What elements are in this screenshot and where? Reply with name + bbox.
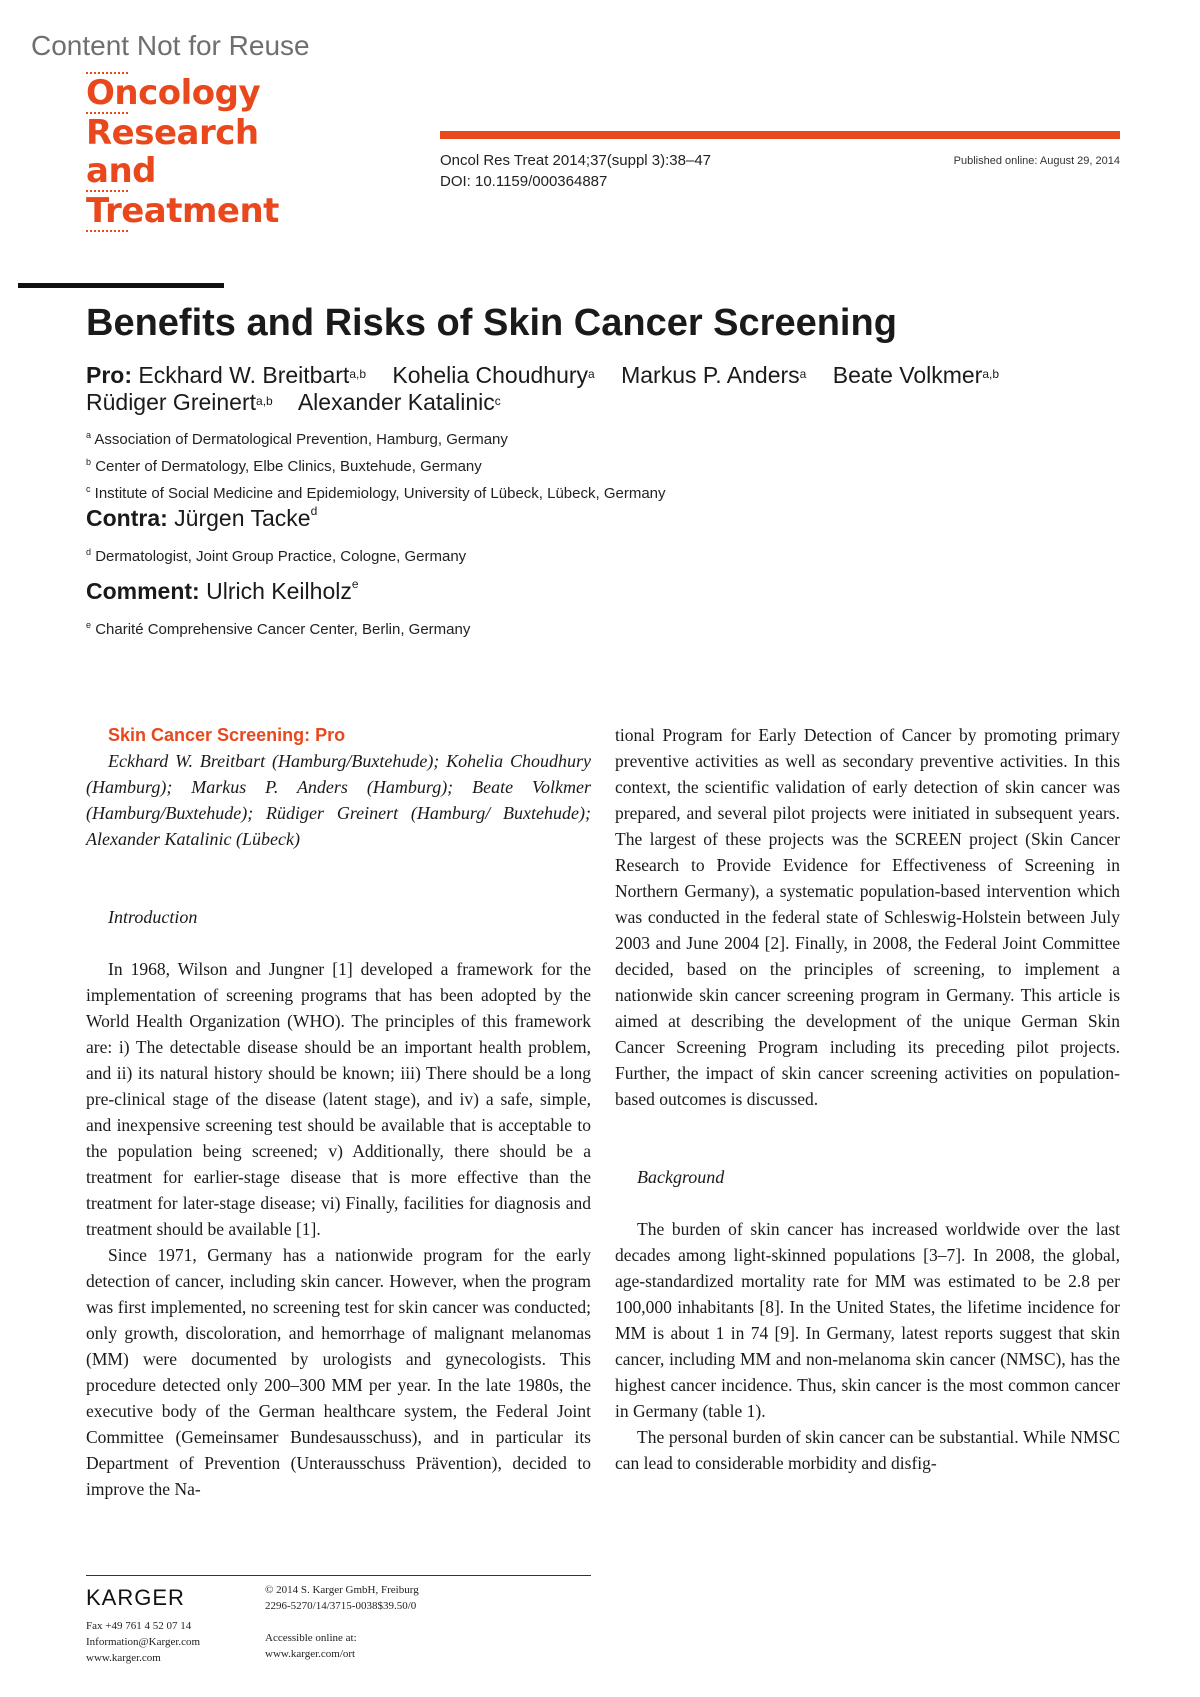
paragraph: The personal burden of skin cancer can be substantial. While NMSC can lead to considerable morbidity and disfig- xyxy=(615,1427,1120,1473)
footer-rule xyxy=(86,1575,591,1576)
comment-affiliation: $^e$ Charité Comprehensive Cancer Center, Berlin, Germany xyxy=(86,620,471,638)
journal-url-link[interactable]: www.karger.com/ort xyxy=(265,1648,356,1660)
title-rule xyxy=(18,283,224,288)
watermark: Content Not for Reuse xyxy=(31,30,310,61)
accessible-label: Accessible online at: xyxy=(265,1632,357,1644)
copyright: © 2014 S. Karger GmbH, Freiburg xyxy=(265,1584,419,1596)
fax: Fax +49 761 4 52 07 14 xyxy=(86,1620,192,1632)
affiliation: $^c$ Institute of Social Medicine and Epidemiology, University of Lübeck, Lübeck, Germany xyxy=(86,484,666,502)
contra-affiliation: $^d$ Dermatologist, Joint Group Practice, Cologne, Germany xyxy=(86,547,467,565)
introduction-heading: Introduction xyxy=(108,907,198,927)
pro-affiliations xyxy=(86,424,666,505)
background-heading: Background xyxy=(637,1167,725,1187)
author-name: Alexander Katalinic$^c$ xyxy=(297,389,501,415)
journal-citation-block xyxy=(440,150,711,192)
author-name: Eckhard W. Breitbart$^{a,b}$ xyxy=(138,362,366,388)
publisher-logo: KARGER xyxy=(86,1585,185,1610)
author-name: Markus P. Anders$^a$ xyxy=(621,362,807,388)
comment-author: Comment: Ulrich Keilholz$^e$ xyxy=(86,577,359,604)
paragraph: The burden of skin cancer has increased worldwide over the last decades among light-skinned populations [3–7]. In 2008, the global, age-standardized mortality rate for MM was estimated to be 2.8 per 100,000 inhabitants [8]. In the United States, the lifetime incidence for MM is about 1 in 74 [9]. In Germany, latest reports suggest that skin cancer, including MM and non-melanoma skin cancer (NMSC), has the highest cancer incidence. Thus, skin cancer is the most common cancer in Germany (table 1). xyxy=(615,1219,1120,1421)
author-name: Kohelia Choudhury$^a$ xyxy=(392,362,595,388)
article-title: Benefits and Risks of Skin Cancer Screening xyxy=(86,302,897,344)
online-access xyxy=(265,1630,357,1662)
pro-authors xyxy=(86,362,1126,416)
left-column xyxy=(86,722,591,1502)
section-byline: Eckhard W. Breitbart (Hamburg/Buxtehude); Kohelia Choudhury (Hamburg); Markus P. Anders (Hamburg); Beate Volkmer (Hamburg/Buxtehude); Rüdiger Greinert (Hamburg/ Buxtehude); Alexander Katalinic (Lübeck) xyxy=(86,751,591,849)
pro-label: Pro: xyxy=(86,362,132,388)
journal-logo xyxy=(86,72,326,232)
author-name: Rüdiger Greinert$^{a,b}$ xyxy=(86,389,273,415)
author-name: Beate Volkmer$^{a,b}$ xyxy=(832,362,1000,388)
logo-line-3: Treatment xyxy=(86,191,279,231)
right-column xyxy=(615,722,1120,1476)
affiliation: $^b$ Center of Dermatology, Elbe Clinics, Buxtehude, Germany xyxy=(86,457,482,475)
journal-doi[interactable]: DOI: 10.1159/000364887 xyxy=(440,173,608,190)
copyright-block xyxy=(265,1582,419,1614)
published-date: Published online: August 29, 2014 xyxy=(953,155,1120,167)
contra-author: Contra: Jürgen Tacke$^d$ xyxy=(86,504,318,531)
email-link[interactable]: Information@Karger.com xyxy=(86,1636,201,1648)
issn: 2296-5270/14/3715-0038$39.50/0 xyxy=(265,1600,417,1612)
affiliation: $^a$ Association of Dermatological Prevention, Hamburg, Germany xyxy=(86,430,508,448)
section-title: Skin Cancer Screening: Pro xyxy=(108,725,346,745)
journal-citation: Oncol Res Treat 2014;37(suppl 3):38–47 xyxy=(440,152,712,169)
paragraph: Since 1971, Germany has a nationwide program for the early detection of cancer, including skin cancer. However, when the program was first implemented, no screening test for skin cancer was conducted; only growth, discoloration, and hemorrhage of malignant melanomas (MM) were documented by urologists and gynecologists. This procedure detected only 200–300 MM per year. In the late 1980s, the executive body of the German healthcare system, the Federal Joint Committee (Gemeinsamer Bundesausschuss), and in particular its Department of Prevention (Unterausschuss Prävention), decided to improve the Na- xyxy=(86,1245,591,1499)
logo-line-2: Research and xyxy=(86,113,259,191)
publisher-contact xyxy=(86,1618,200,1666)
website-link[interactable]: www.karger.com xyxy=(86,1652,161,1664)
paragraph: tional Program for Early Detection of Cancer by promoting primary preventive activities as well as secondary preventive activities. In this context, the scientific validation of early detection of skin cancer was prepared, and several pilot projects were initiated in subsequent years. The largest of these projects was the SCREEN project (Skin Cancer Research to Provide Evidence for Effectiveness of Screening in Northern Germany), a systematic population-based intervention which was conducted in the federal state of Schleswig-Holstein between July 2003 and June 2004 [2]. Finally, in 2008, the Federal Joint Committee decided, based on the principles of screening, to implement a nationwide skin cancer screening program in Germany. This article is aimed at describing the development of the unique German Skin Cancer Screening Program including its preceding pilot projects. Further, the impact of skin cancer screening activities on population-based outcomes is discussed. xyxy=(615,725,1120,1109)
logo-line-1: Oncology xyxy=(86,73,261,113)
header-accent-bar xyxy=(440,131,1120,139)
paragraph: In 1968, Wilson and Jungner [1] developed a framework for the implementation of screening programs that has been adopted by the World Health Organization (WHO). The principles of this framework are: i) The detectable disease should be an important health problem, and ii) its natural history should be known; iii) There should be a long pre-clinical stage of the disease (latent stage), and iv) a safe, simple, and inexpensive screening test should be available that is acceptable to the population being screened; v) Additionally, there should be a treatment for earlier-stage disease that is more effective than the treatment for later-stage disease; vi) Finally, facilities for diagnosis and treatment should be available [1]. xyxy=(86,959,591,1239)
